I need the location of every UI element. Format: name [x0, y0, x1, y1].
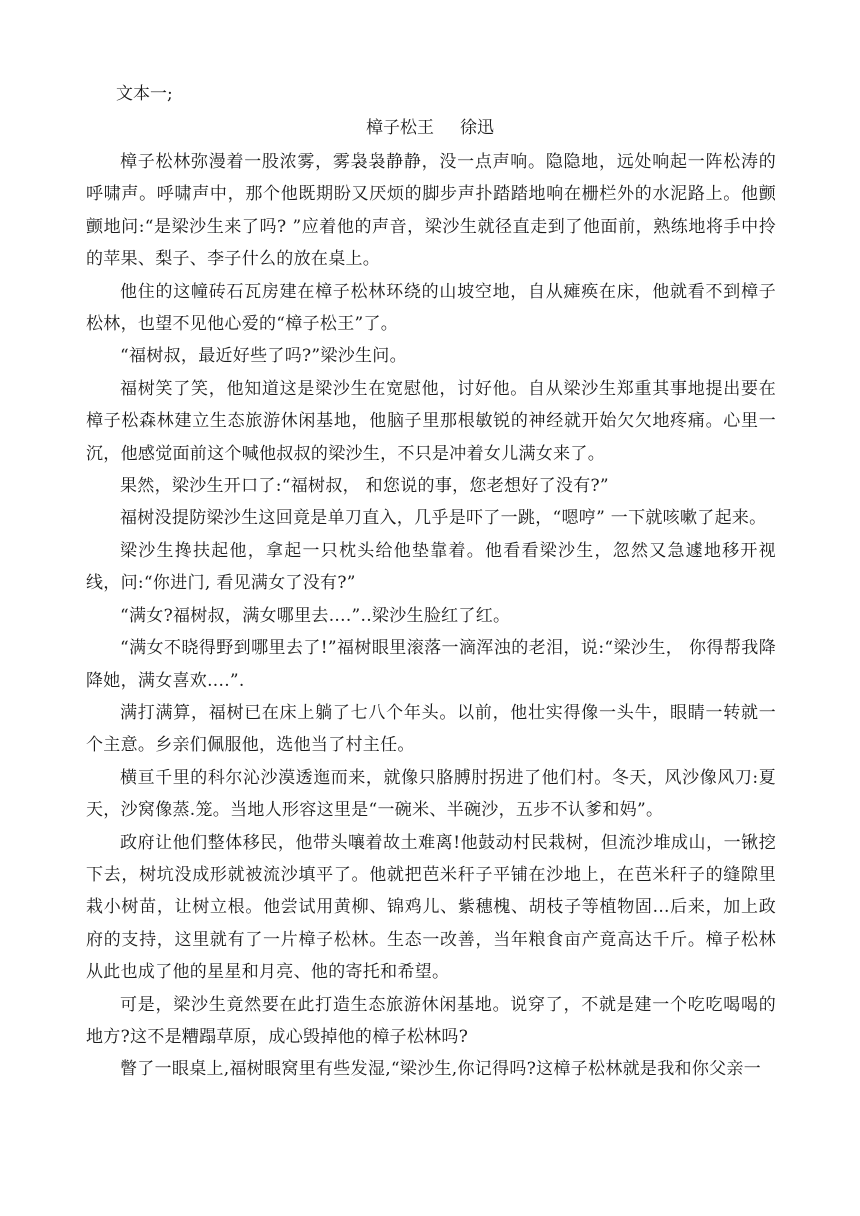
- paragraph: 果然，梁沙生开口了:“福树叔， 和您说的事，您老想好了没有?”: [120, 476, 609, 497]
- paragraph: “满女不晓得野到哪里去了!”福树眼里滚落一滴浑浊的老泪，说:“梁沙生， 你得帮我降降她，满女喜欢....”.: [86, 638, 776, 691]
- article-body: [86, 146, 776, 1086]
- paragraph: 政府让他们整体移民，他带头嚷着故土难离!他鼓动村民栽树，但流沙堆成山，一锹挖下去，树坑没成形就被流沙填平了。他就把芭米秆子平铺在沙地上，在芭米秆子的缝隙里栽小树苗，让树立根。他尝试用黄柳、锦鸡儿、紫穗槐、胡枝子等植物固...后来，加上政府的支持，这里就有了一片樟子松林。生态一改善，当年粮食亩产竟高达千斤。樟子松林从此也成了他的星星和月亮、他的寄托和希望。: [86, 832, 776, 983]
- paragraph: 他住的这幢砖石瓦房建在樟子松林环绕的山坡空地，自从瘫痪在床，他就看不到樟子松林，也望不见他心爱的“樟子松王”了。: [86, 281, 776, 335]
- paragraph: 横亘千里的科尔沁沙漠透迤而来，就像只胳膊肘拐进了他们村。冬天，风沙像风刀:夏天，沙窝像蒸.笼。当地人形容这里是“一碗米、半碗沙，五步不认爹和妈”。: [86, 767, 776, 821]
- paragraph: 福树笑了笑，他知道这是梁沙生在宽慰他，讨好他。自从梁沙生郑重其事地提出要在樟子松森林建立生态旅游休闲基地，他脑子里那根敏锐的神经就开始欠欠地疼痛。心里一沉，他感觉面前这个喊他叔叔的梁沙生，不只是冲着女儿满女来了。: [86, 378, 776, 464]
- article-author: 徐迅: [460, 118, 494, 138]
- paragraph: “满女?福树叔，满女哪里去....”..梁沙生脸红了红。: [120, 605, 511, 626]
- paragraph: 樟子松林弥漫着一股浓雾，雾袅袅静静，没一点声响。隐隐地，远处响起一阵松涛的呼啸声。呼啸声中，那个他既期盼又厌烦的脚步声扑踏踏地响在栅栏外的水泥路上。他颤颤地问:“是梁沙生来了吗? ”应着他的声音，梁沙生就径直走到了他面前，熟练地将手中拎的苹果、梨子、李子什么的放在桌上。: [86, 152, 776, 270]
- article-title: 樟子松王: [366, 118, 434, 138]
- paragraph: 可是，梁沙生竟然要在此打造生态旅游休闲基地。说穿了，不就是建一个吃吃喝喝的地方?这不是糟蹋草原，成心毁掉他的樟子松林吗?: [86, 994, 776, 1047]
- paragraph: 满打满算，福树已在床上躺了七八个年头。以前，他壮实得像一头牛，眼睛一转就一个主意。乡亲们佩服他，选他当了村主任。: [86, 702, 776, 756]
- paragraph: 梁沙生搀扶起他，拿起一只枕头给他垫靠着。他看看梁沙生，忽然又急遽地移开视线，问:“你进门, 看见满女了没有?”: [86, 540, 776, 594]
- paragraph: “福树叔，最近好些了吗?”梁沙生问。: [120, 346, 407, 367]
- section-label: 文本一;: [116, 84, 173, 104]
- paragraph: 瞥了一眼桌上,福树眼窝里有些发湿,“梁沙生,你记得吗?这樟子松林就是我和你父亲一: [120, 1059, 762, 1080]
- article-heading: [0, 114, 860, 142]
- paragraph: 福树没提防梁沙生这回竟是单刀直入，几乎是吓了一跳，“嗯哼” 一下就咳嗽了起来。: [120, 508, 767, 529]
